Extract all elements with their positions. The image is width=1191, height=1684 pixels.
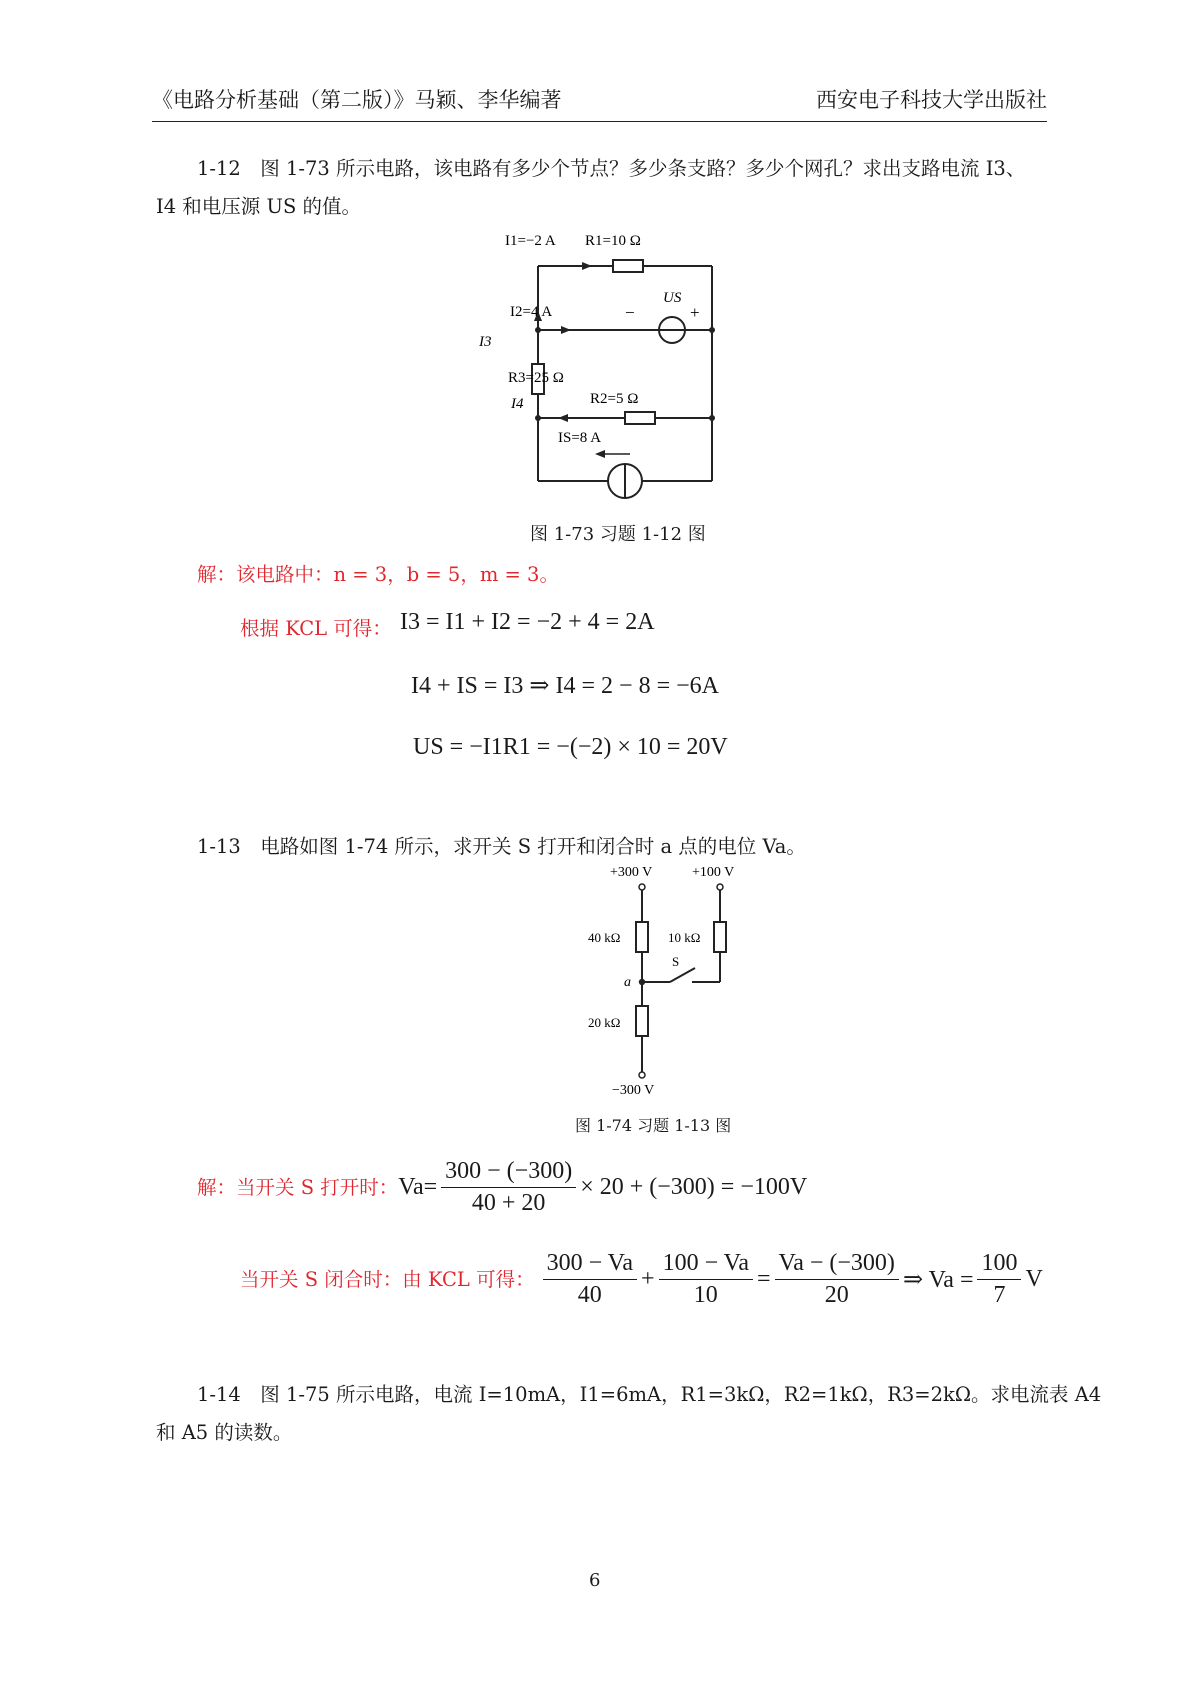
resistor-10k [714,922,726,952]
closed-term1-denominator: 40 [577,1282,602,1308]
closed-term3 [775,1250,899,1309]
solution-1-12-kcl-prefix: 根据 KCL 可得： [240,617,392,640]
label-plus: + [690,303,700,322]
closed-term3-denominator: 20 [824,1282,849,1308]
label-r2: R2=5 Ω [590,391,639,407]
label-plus-300v: +300 V [610,865,653,880]
problem-1-14-line1: 1-14 图 1-75 所示电路，电流 I=10mA，I1=6mA，R1=3kΩ，R2=1kΩ，R3=2kΩ。求电流表 A4 [197,1383,1102,1406]
label-i3: I3 [479,334,492,350]
label-i2: I2=4 A [510,304,553,320]
closed-plus: + [641,1266,655,1292]
header-right: 西安电子科技大学出版社 [816,88,1047,112]
label-40k: 40 kΩ [588,930,621,945]
label-i4: I4 [511,396,524,412]
arrow-i2 [561,326,571,334]
problem-1-12-line1: 1-12 图 1-73 所示电路，该电路有多少个节点？多少条支路？多少个网孔？求出支路电流 I3、 [197,157,1026,180]
equation-us: US = −I1R1 = −(−2) × 10 = 20V [413,734,728,760]
problem-1-14-line2: 和 A5 的读数。 [156,1421,293,1444]
label-10k: 10 kΩ [668,930,701,945]
solution-closed-prefix: 当开关 S 闭合时：由 KCL 可得： [240,1267,535,1291]
resistor-20k [636,1006,648,1036]
open-lhs: Va= [398,1174,438,1200]
closed-term1 [543,1250,637,1309]
header-left: 《电路分析基础（第二版）》马颖、李华编著 [152,88,562,112]
label-i1: I1=−2 A [505,233,556,249]
solution-open-prefix: 解：当开关 S 打开时： [197,1175,399,1199]
header-rule [152,121,1047,122]
figure-1-73 [479,233,735,506]
label-switch-s: S [672,954,680,969]
closed-result [977,1250,1021,1309]
label-20k: 20 kΩ [588,1015,621,1030]
resistor-40k [636,922,648,952]
label-r1: R1=10 Ω [585,233,641,249]
closed-term2 [659,1250,753,1309]
closed-equals: = [757,1266,771,1292]
figure-1-73-caption: 图 1-73 习题 1-12 图 [530,524,706,545]
resistor-r2 [625,412,655,424]
page-number: 6 [589,1570,601,1591]
resistor-r1 [613,260,643,272]
equation-i3: I3 = I1 + I2 = −2 + 4 = 2A [400,609,655,635]
figure-1-74 [580,860,770,1100]
label-minus: − [625,303,635,322]
open-fraction-numerator: 300 − (−300) [441,1158,576,1188]
label-is: IS=8 A [558,430,602,446]
solution-1-13-open [197,1158,807,1217]
arrow-i4 [558,414,568,422]
closed-implies: ⇒ Va = [902,1267,974,1293]
solution-1-13-closed [240,1250,1043,1309]
equation-i4: I4 + IS = I3 ⇒ I4 = 2 − 8 = −6A [411,673,719,699]
label-node-a: a [624,975,631,990]
solution-1-12-counts: 解：该电路中：n = 3，b = 5，m = 3。 [197,563,559,586]
open-fraction-denominator: 40 + 20 [471,1190,546,1216]
label-minus-300v: −300 V [612,1083,655,1098]
problem-1-13: 1-13 电路如图 1-74 所示，求开关 S 打开和闭合时 a 点的电位 Va。 [197,835,806,858]
problem-1-12-line2: I4 和电压源 US 的值。 [156,195,361,218]
closed-term2-numerator: 100 − Va [659,1250,753,1280]
closed-result-numerator: 100 [977,1250,1021,1280]
label-us: US [663,290,682,306]
closed-term1-numerator: 300 − Va [543,1250,637,1280]
closed-term3-numerator: Va − (−300) [775,1250,899,1280]
arrow-i1 [582,262,592,270]
open-rest: × 20 + (−300) = −100V [580,1174,808,1200]
figure-1-74-caption: 图 1-74 习题 1-13 图 [575,1116,732,1135]
closed-term2-denominator: 10 [693,1282,718,1308]
open-fraction [441,1158,576,1217]
arrow-is [595,450,605,458]
closed-unit: V [1025,1266,1043,1292]
label-r3: R3=25 Ω [508,370,564,386]
closed-result-denominator: 7 [993,1282,1006,1308]
label-plus-100v: +100 V [692,865,735,880]
